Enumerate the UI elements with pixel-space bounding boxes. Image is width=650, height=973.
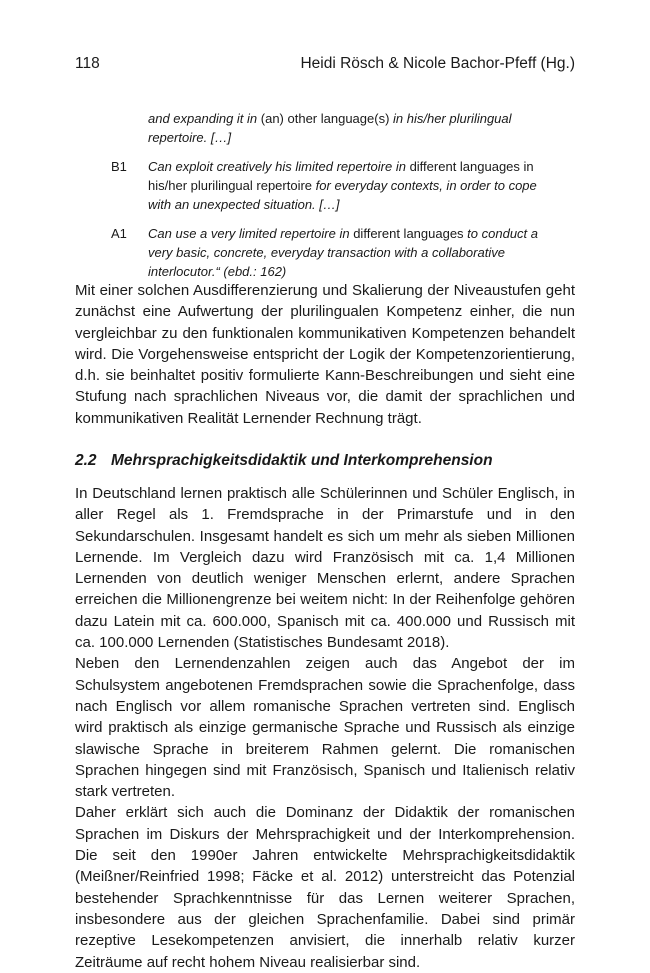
descriptor-entry-b1 xyxy=(111,157,541,214)
paragraph: In Deutschland lernen praktisch alle Schülerinnen und Schüler Englisch, in aller Regel als 1. Fremdsprache in der Primarstufe und in den Sekundarschulen. Insgesamt handelt es sich um mehr als sieben Millionen Lernende. Im Vergleich dazu wird Französisch mit ca. 1,4 Millionen Lernenden von deutlich weniger Menschen erlernt, andere Sprachen erreichen die Millionengrenze bei weitem nicht: In der Reihenfolge gehören dazu Latein mit ca. 600.000, Spanisch mit ca. 400.000 und Russisch mit ca. 100.000 Lernenden (Statistisches Bundesamt 2018). xyxy=(75,485,575,652)
descriptor-segment: Can exploit creatively his limited repertoire in xyxy=(148,159,406,174)
descriptor-text xyxy=(148,224,541,281)
descriptor-segment: (an) other language(s) xyxy=(257,111,394,126)
section-number: 2.2 xyxy=(75,452,97,469)
descriptor-continuation xyxy=(111,109,541,147)
descriptor-level: B1 xyxy=(111,159,127,174)
descriptor-segment: Can use a very limited repertoire in xyxy=(148,226,350,241)
descriptor-quote xyxy=(111,109,541,291)
descriptor-segment: different languages xyxy=(349,226,468,241)
descriptor-segment: different languages in his/her plurilingual repertoire xyxy=(148,159,534,193)
descriptor-text xyxy=(148,157,541,214)
paragraph: Mit einer solchen Ausdifferenzierung und Skalierung der Niveaustufen geht zunächst eine Aufwertung der plurilingualen Kompetenz einher, die nun vergleichbar zu den funktionalen kommunikativen Kompetenzen behandelt wird. Die Vorgehensweise entspricht der Logik der Kompetenzorientierung, d.h. sie beinhaltet positiv formulierte Kann-Beschreibungen und sieht eine Stufung nach sprachlichen Niveaus vor, die damit der sprachlichen und kommunikativen Realität Lernender Rechnung trägt. xyxy=(75,282,575,427)
section-body xyxy=(75,483,575,973)
descriptor-segment: in his/her plurilingual repertoire. […] xyxy=(148,111,512,145)
running-head: Heidi Rösch & Nicole Bachor-Pfeff (Hg.) xyxy=(300,55,575,72)
descriptor-segment: and expanding it in xyxy=(148,111,258,126)
descriptor-segment: for everyday contexts, in order to cope with an unexpected situation. […] xyxy=(148,178,537,212)
section-heading xyxy=(75,452,575,470)
page-number: 118 xyxy=(75,55,100,72)
page-header xyxy=(75,55,575,79)
paragraph: Daher erklärt sich auch die Dominanz der Didaktik der romanischen Sprachen im Diskurs der Mehrsprachigkeit und der Interkomprehension. Die seit den 1990er Jahren entwickelte Mehrsprachigkeitsdidaktik (Meißner/Reinfried 1998; Fäcke et al. 2012) unterstreicht das Potenzial bestehender Sprachkenntnisse für das Lernen weiterer Sprachen, insbesondere aus der gleichen Sprachenfamilie. Dabei sind primär rezeptive Lesekompetenzen anvisiert, die innerhalb relativ kurzer Zeiträume auf recht hohem Niveau realisierbar sind. xyxy=(75,804,575,971)
paragraph: Neben den Lernendenzahlen zeigen auch das Angebot der im Schulsystem angebotenen Fremdsprachen sowie die Sprachenfolge, dass nach Englisch vor allem romanische Sprachen vertreten sind. Englisch wird praktisch als einzige germanische Sprache und Russisch als einzige slawische Sprache in breiterem Rahmen gelernt. Die romanischen Sprachen hingegen sind mit Französisch, Spanisch und Italienisch relativ stark vertreten. xyxy=(75,655,575,801)
descriptor-segment: to conduct a very basic, concrete, everyday transaction with a collaborative interlocutor.“ (ebd.: 162) xyxy=(148,226,538,279)
body-paragraph-1 xyxy=(75,280,575,429)
descriptor-level: A1 xyxy=(111,226,127,241)
descriptor-entry-a1 xyxy=(111,224,541,281)
section-title: Mehrsprachigkeitsdidaktik und Interkomprehension xyxy=(111,452,493,469)
